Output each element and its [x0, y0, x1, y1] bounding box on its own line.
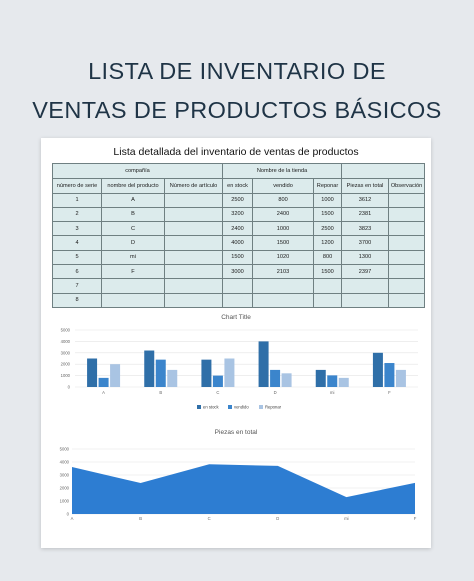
- col-header-serial: número de serie: [53, 179, 102, 194]
- area-chart-x-ticks: [71, 516, 417, 521]
- cell-restock: 1000: [314, 193, 342, 207]
- spreadsheet-card: [41, 138, 431, 548]
- col-header-stock: en stock: [223, 179, 253, 194]
- cell-total: 2381: [342, 207, 389, 221]
- table-row: [53, 279, 425, 293]
- cell-serial: 4: [53, 236, 102, 250]
- column-header-row: [53, 179, 425, 194]
- table-row: [53, 293, 425, 307]
- cell-sold: 1000: [253, 222, 314, 236]
- bar-chart-legend: [197, 405, 282, 410]
- cell-sold: 1020: [253, 250, 314, 264]
- group-header-empty: [342, 164, 425, 179]
- legend-label: Reponar: [265, 404, 282, 410]
- legend-swatch: [228, 405, 232, 409]
- cell-serial: 3: [53, 222, 102, 236]
- area-chart: [41, 424, 431, 528]
- cell-restock: 1200: [314, 236, 342, 250]
- heading-line-2: VENTAS DE PRODUCTOS BÁSICOS: [32, 97, 442, 123]
- cell-total: 2397: [342, 264, 389, 278]
- bar: [99, 378, 109, 387]
- cell-stock: 2400: [223, 222, 253, 236]
- bar: [316, 370, 326, 387]
- cell-obs: [389, 193, 425, 207]
- group-header-store: Nombre de la tienda: [223, 164, 342, 179]
- cell-stock: 3000: [223, 264, 253, 278]
- cell-stock: 1500: [223, 250, 253, 264]
- bar: [339, 378, 349, 387]
- cell-article: [165, 264, 223, 278]
- cell-sold: 2400: [253, 207, 314, 221]
- bar: [384, 363, 394, 387]
- bar: [282, 373, 292, 387]
- bar-chart: [41, 310, 431, 422]
- cell-product: mi: [102, 250, 165, 264]
- page-heading: [0, 52, 474, 130]
- table-row: [53, 236, 425, 250]
- cell-obs: [389, 236, 425, 250]
- col-header-product: nombre del producto: [102, 179, 165, 194]
- x-tick-label: A: [102, 390, 105, 395]
- heading-line-1: LISTA DE INVENTARIO DE: [88, 58, 386, 84]
- x-tick-label: D: [273, 390, 277, 395]
- cell-sold: 800: [253, 193, 314, 207]
- bar-chart-y-ticks: [61, 328, 71, 390]
- cell-total: 3612: [342, 193, 389, 207]
- cell-sold: [253, 279, 314, 293]
- bar: [144, 351, 154, 387]
- cell-restock: [314, 279, 342, 293]
- cell-total: [342, 279, 389, 293]
- bar: [87, 359, 97, 388]
- cell-obs: [389, 250, 425, 264]
- y-tick-label: 2000: [59, 485, 69, 491]
- bar: [373, 353, 383, 387]
- cell-total: 1300: [342, 250, 389, 264]
- legend-label: vendido: [234, 404, 249, 410]
- cell-article: [165, 236, 223, 250]
- cell-serial: 7: [53, 279, 102, 293]
- sheet-title: Lista detallada del inventario de ventas de productos: [113, 146, 359, 158]
- col-header-total: Piezas en total: [342, 179, 389, 194]
- cell-article: [165, 222, 223, 236]
- cell-sold: 1500: [253, 236, 314, 250]
- col-header-restock: Reponar: [314, 179, 342, 194]
- bar: [201, 360, 211, 387]
- inventory-table-body: [53, 193, 425, 307]
- cell-sold: 2103: [253, 264, 314, 278]
- legend-label: en stock: [203, 404, 219, 410]
- y-tick-label: 3000: [59, 472, 69, 478]
- group-header-company: compañía: [53, 164, 223, 179]
- cell-obs: [389, 279, 425, 293]
- y-tick-label: 1000: [60, 373, 70, 379]
- x-tick-label: F: [388, 390, 391, 395]
- cell-sold: [253, 293, 314, 307]
- x-tick-label: D: [276, 516, 280, 521]
- cell-serial: 8: [53, 293, 102, 307]
- x-tick-label: B: [159, 390, 163, 395]
- cell-restock: 1500: [314, 207, 342, 221]
- cell-stock: [223, 279, 253, 293]
- cell-serial: 2: [53, 207, 102, 221]
- y-tick-label: 4000: [60, 338, 70, 344]
- legend-swatch: [197, 405, 201, 409]
- cell-restock: 2500: [314, 222, 342, 236]
- cell-restock: [314, 293, 342, 307]
- y-tick-label: 0: [66, 511, 69, 517]
- bar: [396, 370, 406, 387]
- bar: [224, 359, 234, 388]
- bar: [327, 375, 337, 387]
- cell-obs: [389, 207, 425, 221]
- bar-chart-grid: [75, 330, 418, 387]
- cell-serial: 1: [53, 193, 102, 207]
- x-tick-label: A: [70, 516, 74, 521]
- table-row: [53, 264, 425, 278]
- x-tick-label: C: [216, 390, 220, 395]
- x-tick-label: mi: [344, 516, 349, 521]
- bar: [156, 360, 166, 387]
- table-row: [53, 250, 425, 264]
- bar: [270, 370, 280, 387]
- table-row: [53, 193, 425, 207]
- cell-article: [165, 279, 223, 293]
- cell-restock: 1500: [314, 264, 342, 278]
- cell-article: [165, 207, 223, 221]
- cell-stock: [223, 293, 253, 307]
- y-tick-label: 2000: [60, 361, 70, 367]
- bar: [259, 341, 269, 387]
- bar: [110, 364, 120, 387]
- cell-total: [342, 293, 389, 307]
- cell-stock: 3200: [223, 207, 253, 221]
- bar-chart-x-ticks: [102, 390, 391, 395]
- cell-obs: [389, 293, 425, 307]
- cell-obs: [389, 222, 425, 236]
- table-row: [53, 222, 425, 236]
- cell-product: [102, 279, 165, 293]
- col-header-sold: vendido: [253, 179, 314, 194]
- cell-stock: 2500: [223, 193, 253, 207]
- cell-serial: 6: [53, 264, 102, 278]
- cell-serial: 5: [53, 250, 102, 264]
- bar-chart-title: Chart Title: [221, 314, 251, 321]
- area-chart-title: Piezas en total: [214, 429, 258, 436]
- cell-article: [165, 293, 223, 307]
- cell-obs: [389, 264, 425, 278]
- bar: [213, 376, 223, 387]
- y-tick-label: 0: [67, 384, 70, 390]
- col-header-obs: Observación: [389, 179, 425, 194]
- area-series: [72, 464, 415, 514]
- cell-restock: 800: [314, 250, 342, 264]
- area-chart-y-ticks: [60, 447, 70, 517]
- cell-product: A: [102, 193, 165, 207]
- x-tick-label: C: [207, 516, 211, 521]
- cell-stock: 4000: [223, 236, 253, 250]
- y-tick-label: 1000: [59, 498, 69, 504]
- cell-product: B: [102, 207, 165, 221]
- cell-product: [102, 293, 165, 307]
- legend-swatch: [259, 405, 263, 409]
- x-tick-label: B: [139, 516, 142, 521]
- y-tick-label: 5000: [59, 446, 69, 452]
- group-header-row: [53, 164, 425, 179]
- inventory-table: [52, 163, 425, 308]
- y-tick-label: 4000: [59, 459, 69, 465]
- area-chart-area: [72, 464, 415, 514]
- col-header-article: Número de artículo: [165, 179, 223, 194]
- cell-total: 3823: [342, 222, 389, 236]
- x-tick-label: F: [413, 516, 417, 521]
- y-tick-label: 5000: [60, 327, 70, 333]
- cell-article: [165, 193, 223, 207]
- y-tick-label: 3000: [60, 350, 70, 356]
- x-tick-label: mi: [330, 390, 335, 395]
- table-row: [53, 207, 425, 221]
- cell-total: 3700: [342, 236, 389, 250]
- cell-product: C: [102, 222, 165, 236]
- cell-product: D: [102, 236, 165, 250]
- cell-article: [165, 250, 223, 264]
- cell-product: F: [102, 264, 165, 278]
- bar: [167, 370, 177, 387]
